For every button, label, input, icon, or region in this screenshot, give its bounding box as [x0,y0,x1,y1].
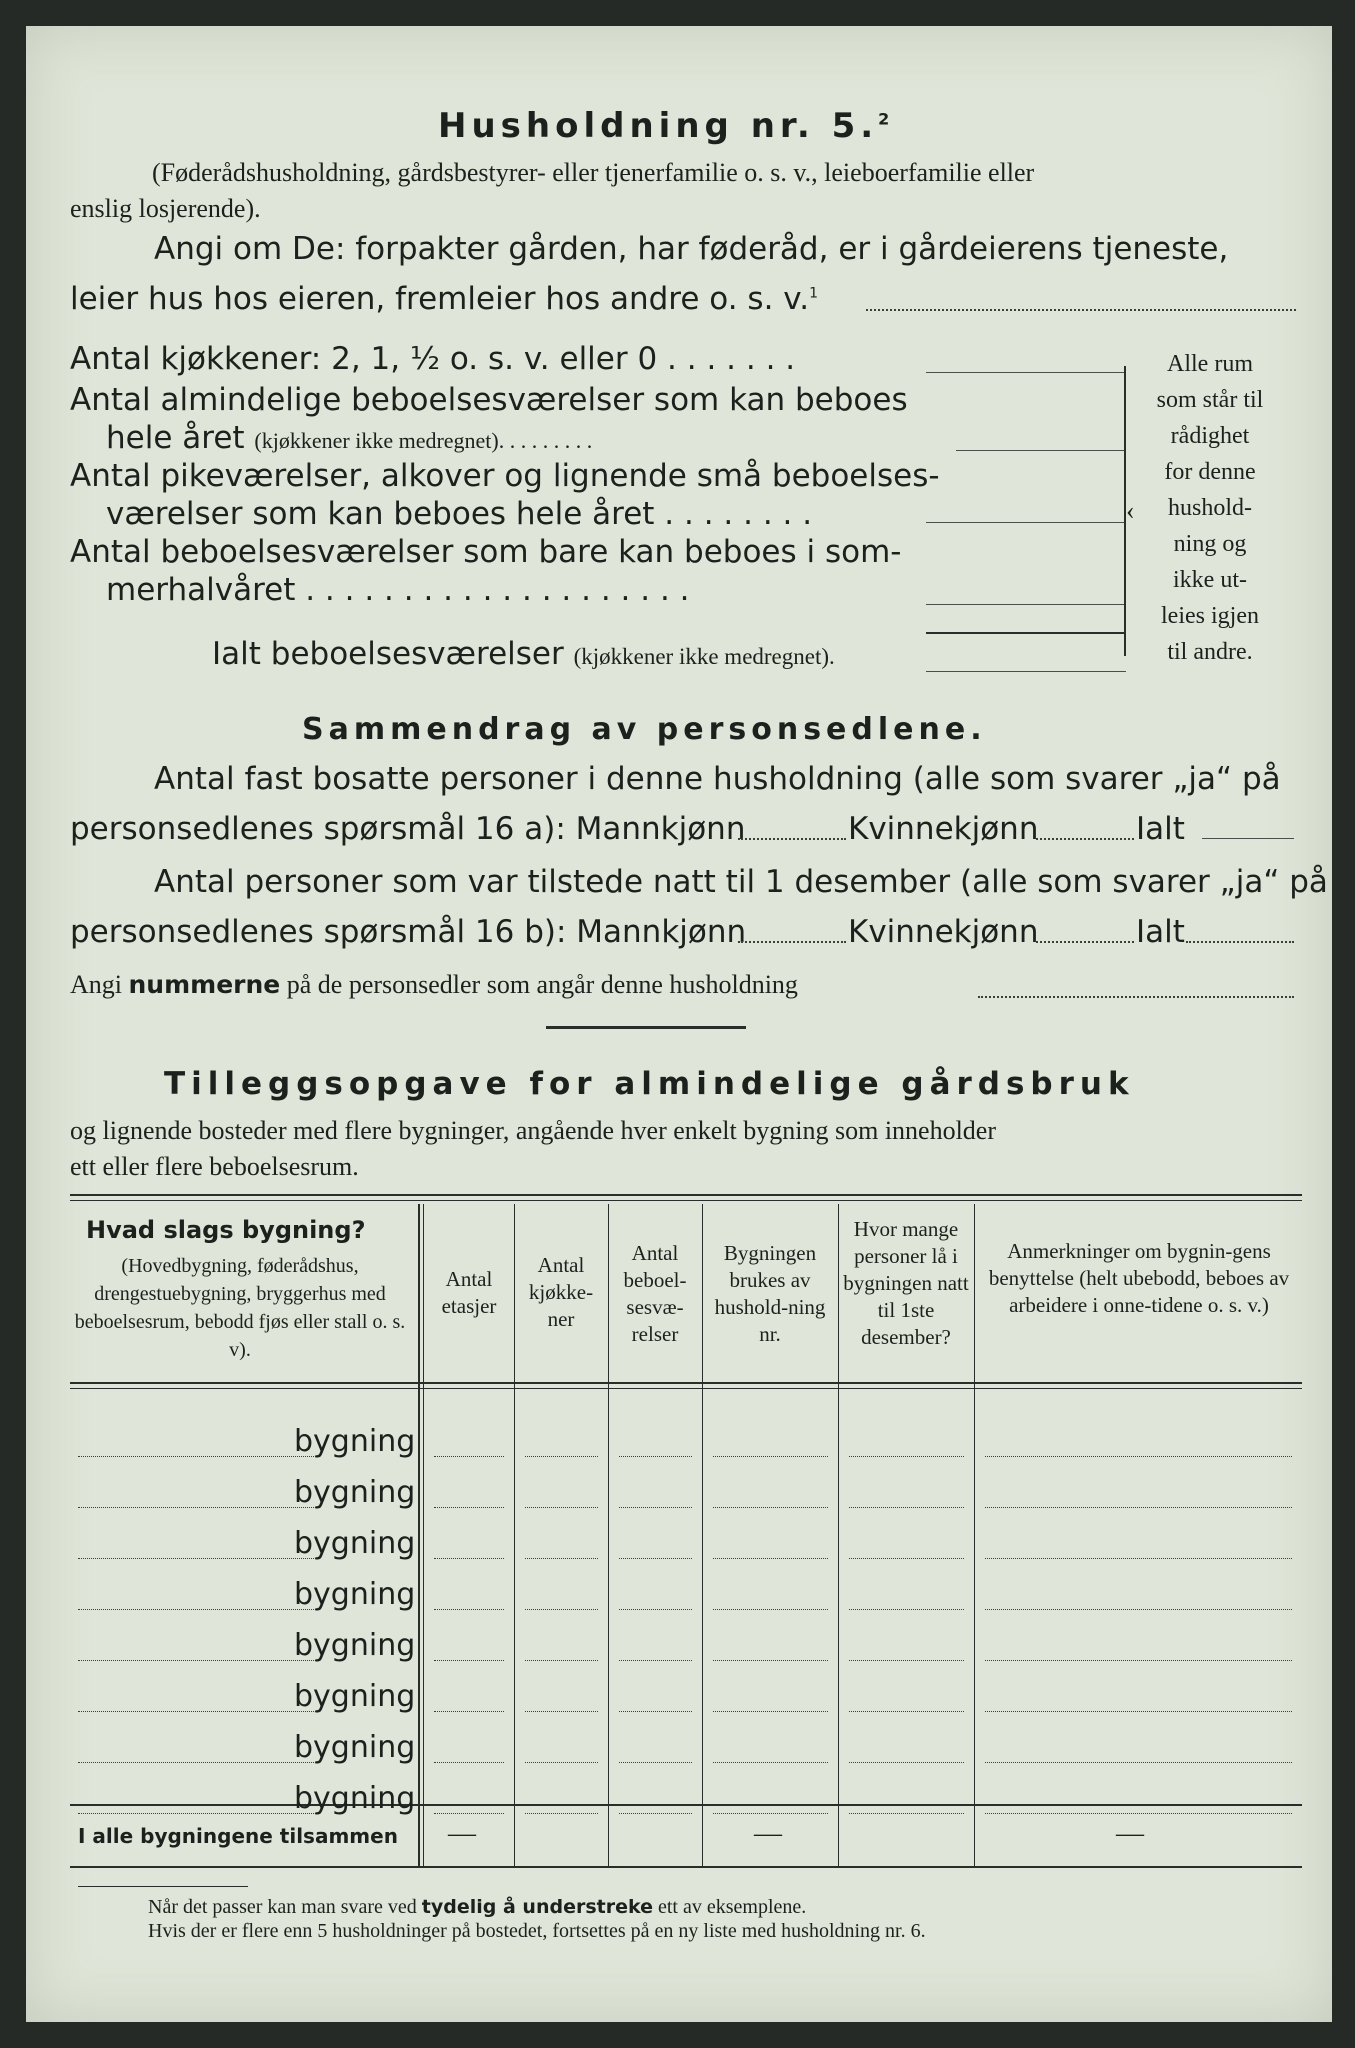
building-cell-field[interactable] [434,1456,504,1457]
col-remarks-header: Anmerkninger om bygnin-gens benyttelse (helt ubebodd, beboes av arbeidere i onne-tidene o. s. v.) [988,1239,1290,1317]
building-cell-field[interactable] [713,1762,828,1763]
building-type-field[interactable] [78,1609,318,1610]
resident-female-label: Kvinnekjønn [848,811,1039,847]
building-cell-field[interactable] [434,1711,504,1712]
building-cell-field[interactable] [849,1507,964,1508]
col-building-type-title: Hvad slags bygning? [86,1216,366,1244]
building-cell-field[interactable] [985,1711,1292,1712]
col-household-header: Bygningen brukes av hushold-ning nr. [714,1241,826,1346]
ordinary-rooms-question-2 [106,420,592,456]
footnote-1-bold: tydelig å understreke [421,1896,653,1918]
col-sep-2 [514,1204,515,1866]
building-cell-field[interactable] [525,1609,598,1610]
col-kitchens-header: Antal kjøkke-ner [528,1253,594,1331]
col-sep-3 [608,1204,609,1866]
side-note-line: Alle rum [1167,351,1253,377]
col-sep-4 [702,1204,703,1866]
building-cell-field[interactable] [985,1507,1292,1508]
col-sep-6 [974,1204,975,1866]
side-note-line: ikke ut- [1173,567,1247,593]
building-cell-field[interactable] [849,1762,964,1763]
building-cell-field[interactable] [619,1609,692,1610]
summary-resident-question-2: personsedlenes spørsmål 16 a): Mannkjønn [70,811,746,847]
building-cell-field[interactable] [525,1711,598,1712]
summary-present-question-2: personsedlenes spørsmål 16 b): Mannkjønn [70,914,747,950]
building-row-label: bygning [294,1781,416,1816]
building-cell-field[interactable] [849,1813,964,1814]
total-rooms-label [212,636,835,672]
col-sep-1b [423,1204,424,1866]
resident-male-field[interactable] [738,838,846,840]
person-numbers-post: på de personsedler som angår denne husholdning [280,970,798,999]
building-cell-field[interactable] [985,1660,1292,1661]
building-type-field[interactable] [78,1558,318,1559]
total-rooms-answer-line[interactable] [926,671,1126,672]
table-top-rule-2 [70,1200,1302,1201]
form-title-text: Husholdning nr. 5. [438,106,879,146]
present-female-field[interactable] [1036,941,1134,943]
building-cell-field[interactable] [713,1711,828,1712]
col-floors-header: Antal etasjer [441,1267,497,1318]
building-row-label: bygning [294,1730,416,1765]
footnote-1-pre: Når det passer kan man svare ved [148,1896,422,1918]
side-note-line: ning og [1173,531,1247,557]
building-row-label: bygning [294,1577,416,1612]
building-row-label: bygning [294,1475,416,1510]
supplement-desc-2: ett eller flere beboelsesrum. [70,1152,359,1181]
building-cell-field[interactable] [525,1507,598,1508]
building-cell-field[interactable] [985,1609,1292,1610]
building-cell-field[interactable] [849,1711,964,1712]
building-cell-field[interactable] [434,1660,504,1661]
building-cell-field[interactable] [849,1456,964,1457]
supplement-title: Tilleggsopgave for almindelige gårdsbruk [164,1066,1135,1102]
table-header-rule-1 [70,1382,1302,1384]
building-cell-field[interactable] [985,1762,1292,1763]
side-note-line: hushold- [1168,495,1252,521]
total-remarks-dash: — [1116,1818,1144,1849]
summer-rooms-answer-line[interactable] [926,604,1126,605]
footnote-2: Hvis der er flere enn 5 husholdninger på bostedet, fortsettes på en ny liste med husholdning nr. 6. [148,1920,926,1942]
question-household-status-2 [70,281,818,317]
building-cell-field[interactable] [713,1660,828,1661]
total-floors-dash: — [448,1818,476,1849]
building-cell-field[interactable] [713,1558,828,1559]
side-note-line: til andre. [1167,639,1253,665]
building-cell-field[interactable] [525,1456,598,1457]
resident-total-label: Ialt [1136,811,1185,847]
building-row-label: bygning [294,1679,416,1714]
side-note-line: for denne [1164,459,1256,485]
col-persons-header: Hvor mange personer lå i bygningen natt til 1ste desember? [843,1217,969,1349]
building-cell-field[interactable] [619,1660,692,1661]
question-household-status-text: leier hus hos eieren, fremleier hos andre o. s. v. [70,281,810,317]
side-note-line: som står til [1156,387,1264,413]
building-cell-field[interactable] [619,1456,692,1457]
kitchens-answer-line[interactable] [926,372,1126,373]
building-cell-field[interactable] [619,1762,692,1763]
building-cell-field[interactable] [434,1762,504,1763]
building-cell-field[interactable] [619,1558,692,1559]
building-cell-field[interactable] [434,1813,504,1814]
building-type-field[interactable] [78,1456,318,1457]
side-note [1140,346,1280,670]
building-cell-field[interactable] [619,1813,692,1814]
building-type-field[interactable] [78,1762,318,1763]
building-type-field[interactable] [78,1507,318,1508]
intro-subtitle-2: enslig losjerende). [70,194,261,223]
section-divider [546,1026,746,1029]
col-sep-1a [418,1204,420,1866]
table-header-rule-2 [70,1388,1302,1389]
resident-total-field[interactable] [1202,838,1294,839]
household-status-answer-line[interactable] [866,309,1296,311]
summer-rooms-question-2: merhalvåret . . . . . . . . . . . . . . . . . . . . [106,572,690,608]
kitchens-question: Antal kjøkkener: 2, 1, ½ o. s. v. eller 0 . . . . . . . [70,341,796,377]
side-note-line: rådighet [1170,423,1250,449]
building-cell-field[interactable] [849,1660,964,1661]
intro-subtitle-1: (Føderådshusholdning, gårdsbestyrer- eller tjenerfamilie o. s. v., leieboerfamilie eller [152,158,1035,187]
col-sep-5 [838,1204,839,1866]
resident-female-field[interactable] [1036,838,1134,840]
ordinary-rooms-text: hele året [106,420,245,456]
summary-present-question-1: Antal personer som var tilstede natt til 1 desember (alle som svarer „ja“ på [154,864,1328,900]
building-cell-field[interactable] [713,1813,828,1814]
footnote-rule [78,1886,248,1887]
building-cell-field[interactable] [713,1507,828,1508]
building-cell-field[interactable] [434,1507,504,1508]
small-rooms-question-1: Antal pikeværelser, alkover og lignende små beboelses- [70,458,940,494]
person-numbers-field[interactable] [978,996,1294,998]
summer-rooms-question-1: Antal beboelsesværelser som bare kan beboes i som- [70,534,902,570]
side-brace-tip: ‹ [1126,496,1135,525]
person-numbers-bold: nummerne [128,970,281,999]
building-cell-field[interactable] [525,1762,598,1763]
present-total-field[interactable] [1186,941,1294,943]
building-cell-field[interactable] [713,1456,828,1457]
total-rooms-text: Ialt beboelsesværelser [212,636,564,672]
building-row-label: bygning [294,1526,416,1561]
question-household-status-1: Angi om De: forpakter gården, har føderåd, er i gårdeierens tjeneste, [154,231,1229,267]
building-cell-field[interactable] [849,1558,964,1559]
building-row-label: bygning [294,1628,416,1663]
summary-title: Sammendrag av personsedlene. [302,712,987,747]
form-title [438,106,894,146]
person-numbers-pre: Angi [70,970,129,999]
building-cell-field[interactable] [985,1558,1292,1559]
question-footnote: 1 [809,285,818,302]
total-household-dash: — [754,1818,782,1849]
building-cell-field[interactable] [713,1609,828,1610]
table-top-rule-1 [70,1194,1302,1196]
col-rooms-header: Antal beboel-sesvæ-relser [623,1241,687,1346]
ordinary-rooms-answer-line[interactable] [956,450,1126,451]
total-row-label: I alle bygningene tilsammen [78,1824,398,1848]
supplement-desc-1: og lignende bosteder med flere bygninger, angående hver enkelt bygning som inneholder [70,1116,997,1145]
present-female-label: Kvinnekjønn [848,914,1039,950]
form-title-footnote: 2 [878,109,895,129]
census-form-page [26,26,1332,2022]
footnote-1 [148,1896,806,1919]
table-bottom-rule [70,1866,1302,1868]
present-total-label: Ialt [1136,914,1185,950]
total-rooms-note: (kjøkkener ikke medregnet). [573,644,835,669]
building-type-field[interactable] [78,1711,318,1712]
building-row-label: bygning [294,1424,416,1459]
building-cell-field[interactable] [619,1507,692,1508]
building-cell-field[interactable] [434,1558,504,1559]
building-cell-field[interactable] [985,1813,1292,1814]
building-type-field[interactable] [78,1660,318,1661]
building-cell-field[interactable] [849,1609,964,1610]
col-building-type-sub: (Hovedbygning, føderådshus, drengestuebygning, bryggerhus med beboelsesrum, bebodd fjøs eller stall o. s. v). [74,1255,406,1361]
side-note-line: leies igjen [1161,603,1259,629]
summary-resident-question-1: Antal fast bosatte personer i denne husholdning (alle som svarer „ja“ på [154,761,1281,797]
person-numbers-question [70,970,798,1000]
building-cell-field[interactable] [985,1456,1292,1457]
building-type-field[interactable] [78,1813,318,1814]
building-cell-field[interactable] [434,1609,504,1610]
building-cell-field[interactable] [525,1558,598,1559]
footnote-1-post: ett av eksemplene. [652,1896,807,1918]
building-cell-field[interactable] [525,1660,598,1661]
small-rooms-answer-line[interactable] [926,522,1126,523]
present-male-field[interactable] [738,941,846,943]
building-cell-field[interactable] [525,1813,598,1814]
building-cell-field[interactable] [619,1711,692,1712]
table-total-rule [70,1804,1302,1806]
ordinary-rooms-question-1: Antal almindelige beboelsesværelser som kan beboes [70,382,908,418]
ordinary-rooms-note: (kjøkkener ikke medregnet). . . . . . . . . [254,428,593,453]
rooms-sum-rule [926,632,1126,634]
small-rooms-question-2: værelser som kan beboes hele året . . . . . . . . [106,496,813,532]
